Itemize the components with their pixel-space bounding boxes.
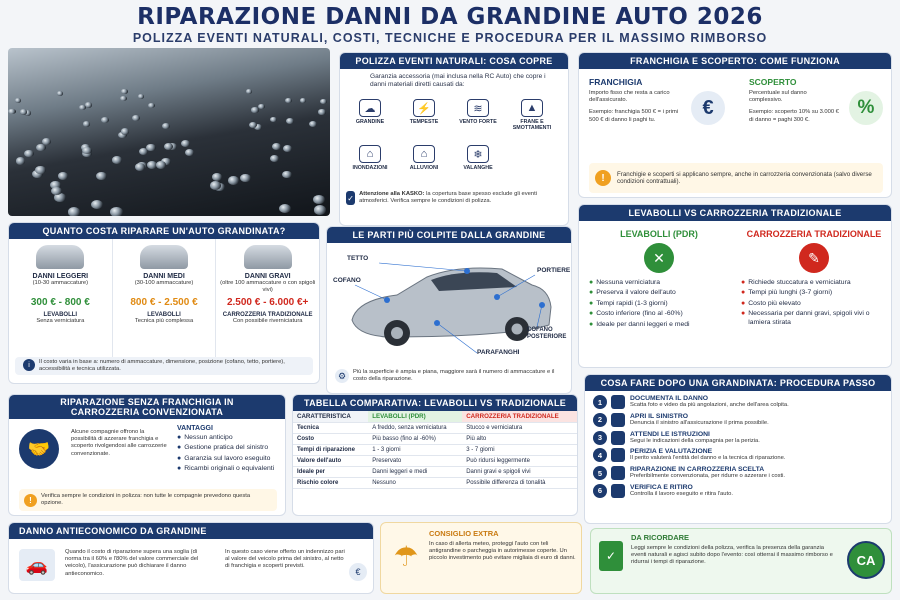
table-cell: A freddo, senza verniciatura	[368, 423, 462, 434]
table-header: CARATTERISTICA	[293, 411, 368, 423]
list-item-label: Nessun anticipo	[184, 434, 233, 441]
tier-name: DANNI GRAVI	[244, 273, 291, 280]
step-item	[593, 395, 883, 409]
coverage-label: FRANE E SMOTTAMENTI	[512, 119, 552, 131]
costs-title: QUANTO COSTA RIPARARE UN'AUTO GRANDINATA?	[9, 223, 319, 239]
check-icon: ●	[589, 299, 594, 307]
antieconomico-text-1: Quando il costo di riparazione supera una soglia (di norma tra il 60% e l'80% del valore commerciale del veicolo), l'assicurazione può dichiarare il danno antieconomico.	[65, 549, 199, 577]
table-cell: Valore dell'auto	[293, 456, 368, 467]
list-item-label: Ricambi originali o equivalenti	[184, 465, 275, 473]
header	[0, 0, 900, 50]
table-cell: 3 - 7 giorni	[462, 445, 577, 456]
table-row	[293, 467, 577, 478]
step-item	[593, 431, 883, 445]
hail-dent	[112, 156, 122, 163]
antieconomico-text-2: In questo caso viene offerto un indennizzo pari al valore del veicolo prima del sinistro, al netto di franchigia e scoperti previsti.	[225, 549, 345, 570]
hail-dent	[320, 99, 327, 104]
step-desc: Denuncia il sinistro all'assicurazione il prima possibile.	[630, 419, 769, 426]
step-text	[630, 413, 769, 427]
step-title: RIPARAZIONE IN CARROZZERIA SCELTA	[630, 466, 765, 474]
franchigia-title: FRANCHIGIA E SCOPERTO: COME FUNZIONA	[579, 53, 891, 69]
check-icon: ●	[589, 289, 594, 297]
hail-dent	[42, 138, 51, 145]
hail-dent	[83, 121, 91, 127]
tier-price: 800 € - 2.500 €	[130, 297, 198, 308]
gear-icon: ⚙	[335, 369, 349, 383]
check-icon: ●	[741, 310, 746, 318]
consiglio-title: CONSIGLIO EXTRA	[429, 529, 499, 538]
consiglio-text: In caso di allerta meteo, proteggi l'auto con teli antigrandine o parcheggia in autorimesse coperte. Un piccolo investimento può evitare migliaia di euro di danni.	[429, 541, 576, 562]
advantages-list	[177, 434, 281, 474]
table-cell: Danni leggeri e medi	[368, 467, 462, 478]
tier-desc: Tecnica più complessa	[134, 318, 194, 324]
scoperto-example: Esempio: scoperto 10% su 3.000 € di danno = paghi 300 €.	[749, 109, 839, 123]
step-icon	[611, 413, 625, 427]
warning-icon: !	[595, 170, 611, 186]
handshake-icon: 🤝	[19, 429, 59, 469]
list-item	[741, 279, 887, 287]
part-label-cofano-posteriore: COFANO POSTERIORE	[527, 327, 567, 340]
part-label-tetto: TETTO	[347, 255, 369, 262]
parts-title: LE PARTI PIÙ COLPITE DALLA GRANDINE	[327, 227, 571, 243]
hail-dent	[20, 109, 27, 114]
check-icon: ●	[589, 310, 594, 318]
steps-title: COSA FARE DOPO UNA GRANDINATA: PROCEDURA PASSO PASSO	[585, 375, 891, 391]
step-desc: Preferibilmente convenzionata, per ridurre o azzerare i costi.	[630, 473, 785, 480]
list-item	[741, 310, 887, 327]
hail-dent	[212, 173, 223, 181]
franchigia-note	[589, 163, 883, 193]
part-label-portiere: PORTIERE	[537, 267, 571, 274]
tier-desc: Con possibile riverniciatura	[232, 318, 303, 324]
list-item-label: Preserva il valore dell'auto	[596, 289, 676, 297]
hail-dent	[35, 166, 45, 174]
list-item-label: Richiede stuccatura e verniciatura	[748, 279, 851, 286]
tier-name: DANNI LEGGERI	[32, 273, 89, 280]
hail-dent	[251, 107, 258, 112]
hail-dent	[121, 89, 127, 94]
coverage-item	[456, 97, 500, 141]
coverage-label: ALLUVIONI	[409, 165, 439, 171]
kasko-note-text: la copertura base spesso esclude gli eventi atmosferici. Verifica sempre le condizioni di polizza.	[359, 191, 537, 205]
scoperto-text: Percentuale sul danno complessivo.	[749, 90, 807, 104]
table-row	[293, 456, 577, 467]
trad-list	[741, 279, 887, 327]
coverage-icon: ☁	[359, 99, 381, 117]
car-icon: 🚗	[19, 549, 55, 581]
hail-dent	[58, 172, 69, 180]
list-item	[741, 300, 887, 308]
hail-dent	[8, 109, 15, 114]
step-title: APRI IL SINISTRO	[630, 412, 689, 420]
steps-list	[585, 391, 891, 506]
tier-tech: LEVABOLLI	[43, 312, 78, 318]
check-icon: ●	[177, 454, 182, 462]
coverage-item	[348, 97, 392, 141]
coins-icon: €	[349, 563, 367, 581]
warning-icon: !	[24, 494, 37, 507]
antieconomico-panel	[8, 522, 374, 594]
step-text	[630, 448, 785, 462]
spray-gun-icon: ✎	[799, 243, 829, 273]
no-franchigia-text: Alcune compagnie offrono la possibilità di azzerare franchigia e scoperto rivolgendosi alle carrozzerie convenzionate.	[71, 429, 167, 457]
compare-title: LEVABOLLI VS CARROZZERIA TRADIZIONALE	[579, 205, 891, 221]
kasko-note-bold: Attenzione alla KASKO:	[359, 191, 425, 197]
page-title: RIPARAZIONE DANNI DA GRANDINE AUTO 2026	[137, 4, 763, 30]
hail-dent	[82, 147, 91, 154]
cost-tier	[9, 239, 113, 357]
tier-tech: CARROZZERIA TRADIZIONALE	[222, 312, 313, 318]
hail-dent	[120, 96, 127, 101]
hail-dent	[57, 91, 63, 96]
check-icon: ●	[589, 320, 594, 328]
table-cell: Rischio colore	[293, 478, 368, 489]
steps-panel	[584, 374, 892, 524]
part-label-cofano: COFANO	[333, 277, 361, 284]
table-cell: Costo	[293, 434, 368, 445]
check-icon: ●	[177, 465, 182, 473]
tier-range: (30-100 ammaccature)	[134, 280, 194, 286]
step-title: VERIFICA E RITIRO	[630, 483, 693, 491]
check-icon: ●	[177, 444, 182, 452]
list-item-label: Tempi rapidi (1-3 giorni)	[596, 299, 668, 307]
percent-icon: %	[849, 91, 883, 125]
tier-range: (10-30 ammaccature)	[32, 280, 89, 286]
franchigia-label: FRANCHIGIA	[589, 77, 643, 87]
hail-dent	[279, 204, 291, 213]
list-item-label: Necessaria per danni gravi, spigoli vivi o lamiera stirata	[748, 310, 870, 326]
list-item	[177, 455, 281, 463]
part-label-parafanghi: PARAFANGHI	[477, 349, 520, 356]
hail-dent	[228, 176, 239, 184]
info-icon: i	[23, 359, 35, 371]
franchigia-note-text: Franchigie e scoperti si applicano sempre, anche in carrozzeria convenzionata (salvo diverse condizioni contrattuali).	[617, 170, 872, 185]
hail-dent	[185, 149, 194, 156]
parts-panel	[326, 226, 572, 394]
step-icon	[611, 484, 625, 498]
hail-dent	[258, 104, 265, 109]
hail-dent	[282, 171, 293, 179]
table-cell: Più alto	[462, 434, 577, 445]
cost-tier	[113, 239, 217, 357]
table-cell: Stucco e verniciatura	[462, 423, 577, 434]
coverage-icon: ▲	[521, 99, 543, 117]
tier-desc: Senza verniciatura	[36, 318, 85, 324]
scoperto-label: SCOPERTO	[749, 77, 797, 87]
hail-dent	[132, 115, 140, 121]
table-title: TABELLA COMPARATIVA: LEVABOLLI VS TRADIZIONALE	[293, 395, 577, 411]
hail-dent	[309, 121, 317, 127]
step-title: DOCUMENTA IL DANNO	[630, 395, 709, 402]
hail-dent	[101, 117, 109, 123]
hail-dent	[285, 98, 292, 103]
tier-tech: LEVABOLLI	[147, 312, 181, 318]
hail-dent	[210, 181, 221, 189]
list-item-label: Ideale per danni leggeri e medi	[596, 320, 690, 328]
hail-dent	[16, 157, 26, 164]
tier-range: (oltre 100 ammaccature o con spigoli vivi)	[220, 280, 316, 294]
car-icon	[140, 245, 188, 269]
costs-note	[15, 357, 313, 375]
table-cell: 1 - 3 giorni	[368, 445, 462, 456]
ricordare-panel	[590, 528, 892, 594]
table-row	[293, 423, 577, 434]
list-item-label: Nessuna verniciatura	[596, 279, 661, 286]
table-row	[293, 478, 577, 489]
coverage-icon: ⌂	[413, 145, 435, 163]
step-icon	[611, 395, 625, 409]
step-number: 6	[593, 484, 607, 498]
advantages-title: VANTAGGI	[177, 425, 213, 432]
no-franchigia-note-text: Verifica sempre le condizioni in polizza: non tutte le compagnie prevedono questa opzione.	[41, 492, 251, 506]
hail-dent	[85, 102, 92, 107]
step-desc: Il perito valuterà l'entità del danno e la tecnica di riparazione.	[630, 455, 786, 462]
hail-dent	[240, 174, 251, 182]
hail-dent	[164, 143, 173, 150]
coverage-label: TEMPESTE	[409, 119, 439, 125]
coverage-icon: ⌂	[359, 145, 381, 163]
list-item-label: Tempi più lunghi (3-7 giorni)	[748, 289, 833, 297]
euro-icon: €	[691, 91, 725, 125]
table-cell: Nessuno	[368, 478, 462, 489]
coverage-intro: Garanzia accessoria (mai inclusa nella RC Auto) che copre i danni materiali diretti causati da:	[370, 73, 546, 89]
table-cell: Possibile differenza di tonalità	[462, 478, 577, 489]
hail-dent	[272, 143, 281, 150]
umbrella-icon: ☂	[393, 540, 419, 572]
list-item	[177, 434, 281, 442]
hail-car-photo	[8, 48, 330, 216]
hail-dent	[68, 207, 81, 216]
list-item	[177, 444, 281, 452]
no-franchigia-panel	[8, 394, 286, 516]
hail-dent	[121, 128, 129, 134]
no-franchigia-note	[19, 489, 277, 511]
franchigia-text: Importo fisso che resta a carico dell'assicurato.	[589, 90, 670, 104]
hail-dent	[15, 98, 22, 103]
step-number: 5	[593, 466, 607, 480]
coverage-label: INONDAZIONI	[352, 165, 388, 171]
check-icon: ●	[741, 279, 746, 286]
car-icon	[36, 245, 84, 269]
list-item-label: Costo più elevato	[748, 299, 801, 307]
hail-dent	[135, 163, 145, 171]
coverage-label: GRANDINE	[355, 119, 385, 125]
coverage-item	[456, 143, 500, 187]
kasko-note	[340, 189, 568, 207]
ca-logo: CA	[847, 541, 885, 579]
step-title: PERIZIA E VALUTAZIONE	[630, 448, 713, 456]
table-row	[293, 445, 577, 456]
step-number: 3	[593, 431, 607, 445]
step-number: 2	[593, 413, 607, 427]
hail-dent	[286, 118, 294, 124]
coverage-item	[402, 143, 446, 187]
hail-dent	[181, 140, 190, 147]
step-number: 4	[593, 448, 607, 462]
list-item	[741, 289, 887, 297]
coverage-grid	[340, 97, 568, 189]
franchigia-panel	[578, 52, 892, 198]
coverage-label: VALANGHE	[463, 165, 493, 171]
hail-dent	[156, 161, 166, 169]
tier-price: 2.500 € - 6.000 €+	[226, 297, 309, 308]
coverage-item	[510, 97, 554, 141]
parts-note-text: Più la superficie è ampia e piana, maggiore sarà il numero di ammaccature e il costo della riparazione.	[353, 369, 555, 383]
list-item	[589, 300, 729, 308]
comparison-table	[293, 411, 577, 489]
list-item-label: Costo inferiore (fino al -60%)	[596, 310, 683, 318]
hail-dent	[270, 117, 278, 123]
list-item	[589, 321, 729, 329]
coverage-panel	[339, 52, 569, 226]
franchigia-example: Esempio: franchigia 500 € = i primi 500 € di danno li paghi tu.	[589, 109, 679, 123]
shield-icon: ✓	[346, 191, 355, 205]
coverage-title: POLIZZA EVENTI NATURALI: COSA COPRE	[340, 53, 568, 69]
table-header: LEVABOLLI (PDR)	[368, 411, 462, 423]
table-row	[293, 434, 577, 445]
costs-note-text: Il costo varia in base a: numero di ammaccature, dimensione, posizione (cofano, tetto, portiere), accessibilità e tecnica utilizzata.	[39, 359, 285, 373]
step-desc: Scatta foto e video da più angolazioni, anche dell'area colpita.	[630, 402, 789, 408]
step-text	[630, 466, 785, 480]
step-text	[630, 395, 789, 409]
step-number: 1	[593, 395, 607, 409]
hail-dent	[246, 89, 252, 94]
trad-title: CARROZZERIA TRADIZIONALE	[746, 229, 882, 239]
antieconomico-title: DANNO ANTIECONOMICO DA GRANDINE	[9, 523, 373, 539]
step-item	[593, 466, 883, 480]
list-item-label: Garanzia sul lavoro eseguito	[184, 454, 271, 462]
table-cell: Più basso (fino al -60%)	[368, 434, 462, 445]
check-icon: ●	[589, 279, 594, 286]
hail-dent	[79, 105, 86, 110]
coverage-label: VENTO FORTE	[459, 119, 497, 125]
ricordare-title: DA RICORDARE	[631, 533, 690, 542]
car-icon	[244, 245, 292, 269]
check-icon: ●	[177, 434, 182, 441]
list-item	[177, 465, 281, 473]
page-subtitle: POLIZZA EVENTI NATURALI, COSTI, TECNICHE E PROCEDURA PER IL MASSIMO RIMBORSO	[132, 31, 768, 45]
ricordare-text: Leggi sempre le condizioni della polizza, verifica la presenza della garanzia eventi naturali e agisci subito dopo l'evento: così otterrai il massimo rimborso e ridurrai i tempi di riparazione.	[631, 545, 833, 566]
costs-panel	[8, 222, 320, 384]
step-icon	[611, 466, 625, 480]
step-text	[630, 484, 733, 498]
tools-icon: ✕	[644, 243, 674, 273]
list-item	[589, 279, 729, 287]
step-title: ATTENDI LE ISTRUZIONI	[630, 430, 710, 438]
parts-note	[335, 369, 567, 383]
hail-dent	[36, 144, 45, 151]
hail-dent	[91, 200, 103, 209]
step-item	[593, 448, 883, 462]
hail-dent	[138, 94, 144, 99]
table-cell: Tecnica	[293, 423, 368, 434]
step-icon	[611, 431, 625, 445]
tier-name: DANNI MEDI	[143, 273, 185, 280]
step-desc: Segui le indicazioni della compagnia per la perizia.	[630, 437, 760, 444]
hail-dent	[148, 103, 155, 108]
coverage-item	[402, 97, 446, 141]
clipboard-icon: ✓	[599, 541, 623, 571]
hail-dent	[96, 172, 107, 180]
cost-tier	[216, 239, 319, 357]
step-desc: Controlla il lavoro eseguito e ritira l'auto.	[630, 490, 733, 497]
list-item-label: Gestione pratica del sinistro	[184, 444, 269, 452]
pdr-title: LEVABOLLI (PDR)	[620, 229, 698, 239]
list-item	[589, 289, 729, 297]
comparison-table-panel	[292, 394, 578, 516]
step-item	[593, 413, 883, 427]
step-icon	[611, 448, 625, 462]
step-text	[630, 431, 760, 445]
table-cell: Danni gravi e spigoli vivi	[462, 467, 577, 478]
no-franchigia-title: RIPARAZIONE SENZA FRANCHIGIA IN CARROZZERIA CONVENZIONATA	[9, 395, 285, 419]
hail-dent	[314, 205, 326, 214]
hail-dent	[162, 123, 170, 129]
coverage-item	[348, 143, 392, 187]
pdr-list	[589, 279, 729, 329]
hail-dent	[283, 145, 292, 152]
check-icon: ●	[741, 299, 746, 307]
coverage-icon: ⚡	[413, 99, 435, 117]
list-item	[589, 310, 729, 318]
hail-dent	[300, 98, 307, 103]
consiglio-panel	[380, 522, 582, 594]
hail-dent	[313, 195, 325, 204]
coverage-icon: ❄	[467, 145, 489, 163]
hail-dent	[270, 155, 280, 162]
hail-dent	[110, 207, 123, 216]
table-cell: Preservato	[368, 456, 462, 467]
table-header: CARROZZERIA TRADIZIONALE	[462, 411, 577, 423]
table-cell: Può ridursi leggermente	[462, 456, 577, 467]
step-item	[593, 484, 883, 498]
tier-price: 300 € - 800 €	[30, 297, 90, 308]
hail-dent	[24, 150, 33, 157]
table-cell: Ideale per	[293, 467, 368, 478]
hail-dent	[139, 148, 148, 155]
compare-panel	[578, 204, 892, 368]
check-icon: ●	[741, 289, 746, 297]
car-diagram	[327, 245, 572, 365]
hail-dent	[318, 109, 325, 114]
table-cell: Tempi di riparazione	[293, 445, 368, 456]
coverage-icon: ≋	[467, 99, 489, 117]
